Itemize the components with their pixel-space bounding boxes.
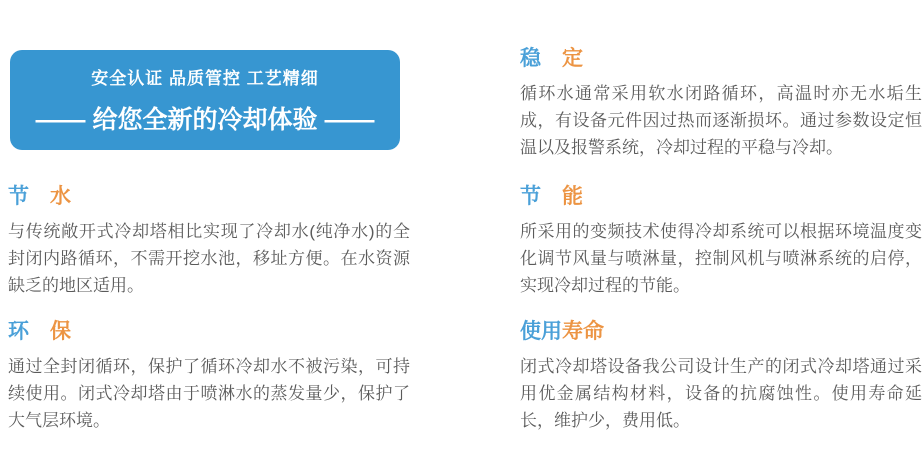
section-water-saving-body: 与传统敞开式冷却塔相比实现了冷却水(纯净水)的全封闭内路循环，不需开挖水池，移址方便。在水资源缺乏的地区适用。 [8,222,410,295]
section-stability-title [520,45,922,73]
section-title-blue-part: 使用 [520,320,562,343]
section-title-blue-part: 环 [8,320,50,343]
section-service-life-title [520,318,922,346]
section-stability-body: 循环水通常采用软水闭路循环，高温时亦无水垢生成，有设备元件因过热而逐渐损坏。通过参数设定恒温以及报警系统，冷却过程的平稳与冷却。 [520,84,922,157]
section-title-orange-part: 水 [50,185,71,208]
promo-banner [10,50,400,150]
section-eco-friendly-title [8,318,410,346]
promo-banner-tagline: 安全认证 品质管控 工艺精细 [91,69,319,88]
promo-banner-headline: —— 给您全新的冷却体验 —— [35,106,375,134]
section-title-blue-part: 节 [520,185,562,208]
section-energy-saving-title [520,183,922,211]
section-title-orange-part: 寿命 [562,320,604,343]
section-title-blue-part: 节 [8,185,50,208]
section-water-saving [8,183,410,299]
section-title-orange-part: 保 [50,320,71,343]
section-title-blue-part: 稳 [520,47,562,70]
section-title-orange-part: 能 [562,185,583,208]
section-service-life [520,318,922,434]
section-service-life-body: 闭式冷却塔设备我公司设计生产的闭式冷却塔通过采用优金属结构材料，设备的抗腐蚀性。使用寿命延长，维护少，费用低。 [520,357,922,430]
section-water-saving-title [8,183,410,211]
section-eco-friendly [8,318,410,434]
section-stability [520,45,922,161]
section-eco-friendly-body: 通过全封闭循环，保护了循环冷却水不被污染，可持续使用。闭式冷却塔由于喷淋水的蒸发量少，保护了大气层环境。 [8,357,410,430]
section-energy-saving [520,183,922,299]
section-energy-saving-body: 所采用的变频技术使得冷却系统可以根据环境温度变化调节风量与喷淋量，控制风机与喷淋系统的启停，实现冷却过程的节能。 [520,222,922,295]
section-title-orange-part: 定 [562,47,583,70]
